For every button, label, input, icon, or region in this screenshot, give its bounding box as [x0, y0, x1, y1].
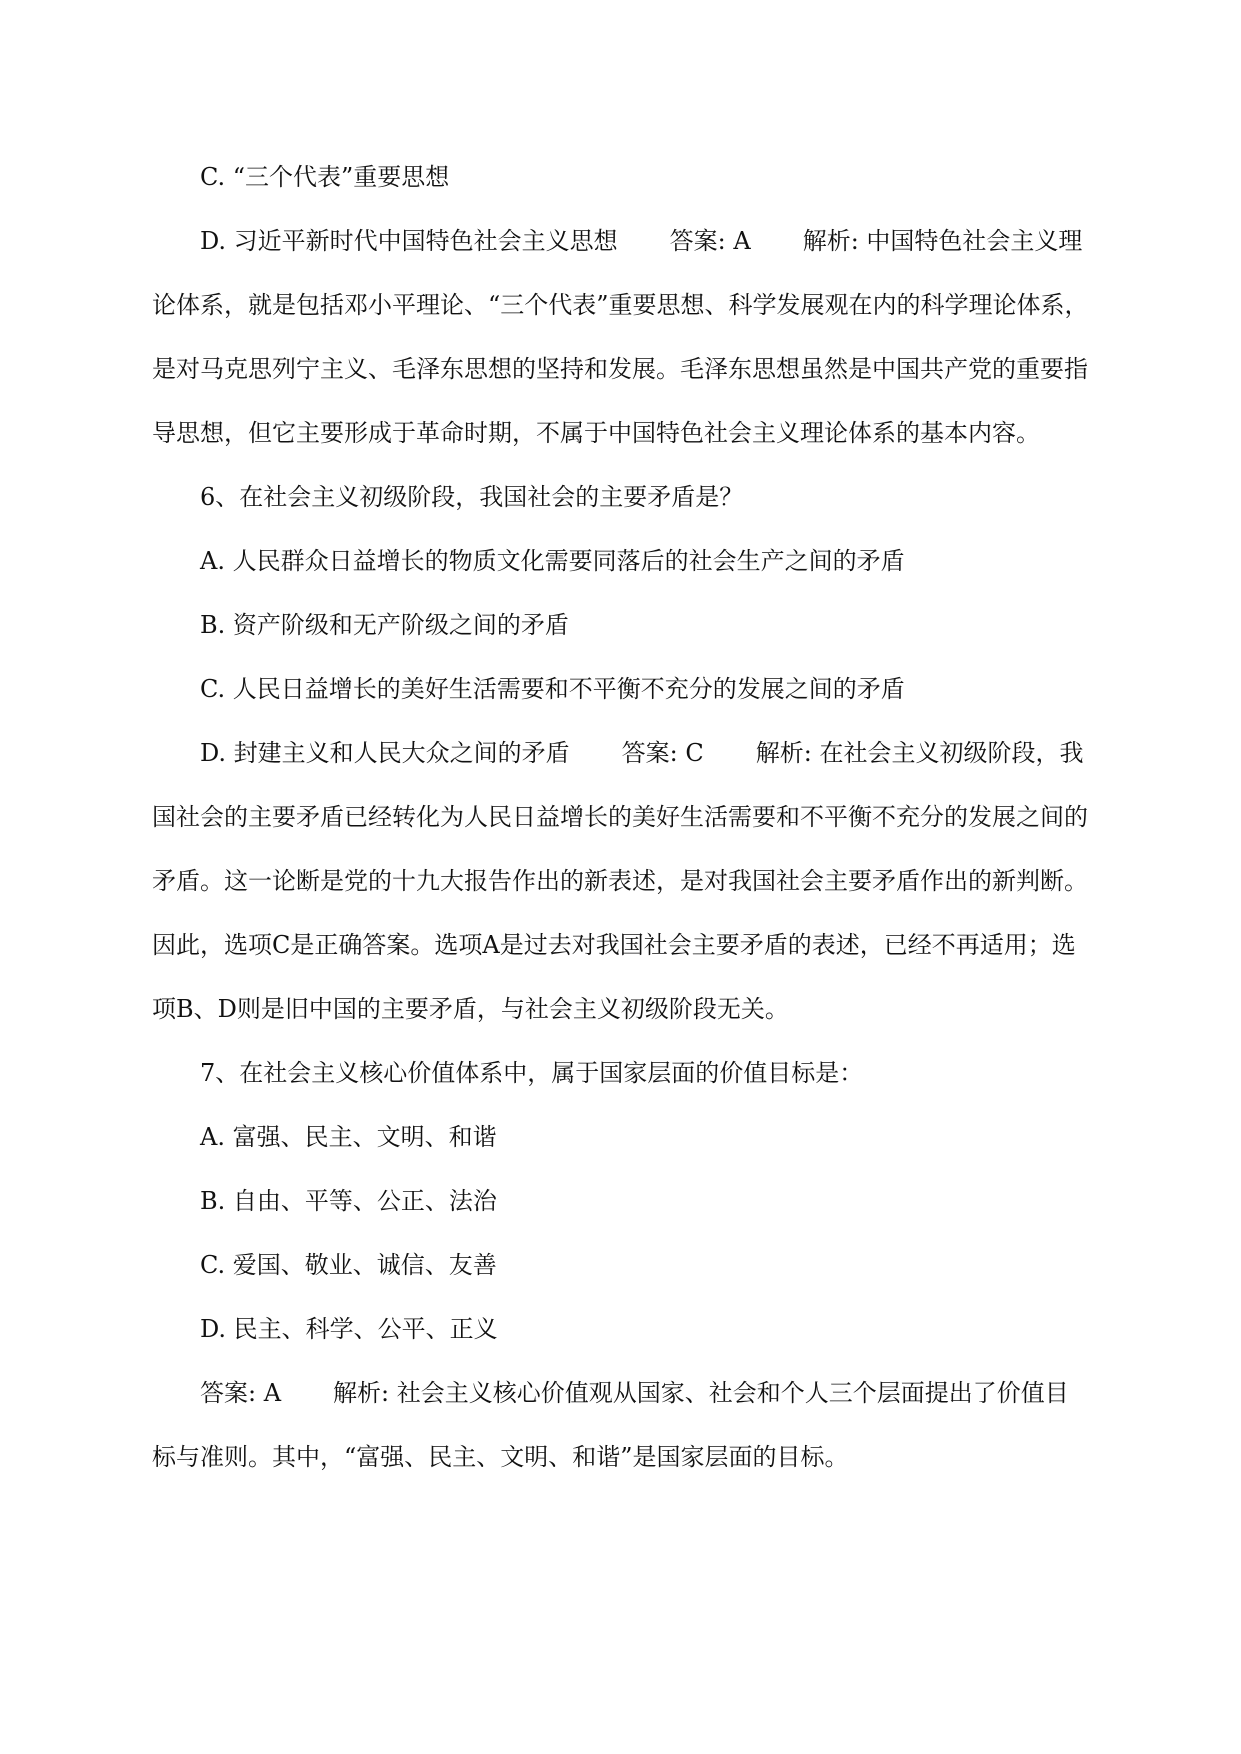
- option-c-q5: [152, 145, 1092, 209]
- question-7: [152, 1041, 1092, 1105]
- option-c-q6: [152, 657, 1092, 721]
- option-text: B. 资产阶级和无产阶级之间的矛盾: [200, 611, 569, 639]
- question-text: 7、在社会主义核心价值体系中，属于国家层面的价值目标是：: [200, 1059, 864, 1087]
- option-d-q7: [152, 1297, 1092, 1361]
- paragraph-text: C. “三个代表”重要思想: [200, 163, 450, 191]
- option-d-answer-explanation-q6: [152, 721, 1092, 1041]
- option-d-text: D. 封建主义和人民大众之间的矛盾: [200, 739, 570, 767]
- option-text: C. 爱国、敬业、诚信、友善: [200, 1251, 497, 1279]
- question-6: [152, 465, 1092, 529]
- option-text: A. 富强、民主、文明、和谐: [200, 1123, 497, 1151]
- question-text: 6、在社会主义初级阶段，我国社会的主要矛盾是？: [200, 483, 744, 511]
- option-text: C. 人民日益增长的美好生活需要和不平衡不充分的发展之间的矛盾: [200, 675, 905, 703]
- option-b-q6: [152, 593, 1092, 657]
- option-d-answer-explanation-q5: [152, 209, 1092, 465]
- explanation-text: 解析: 社会主义核心价值观从国家、社会和个人三个层面提出了价值目标与准则。其中，“富强、民主、文明、和谐”是国家层面的目标。: [152, 1379, 1069, 1471]
- option-a-q6: [152, 529, 1092, 593]
- option-text: D. 民主、科学、公平、正义: [200, 1315, 498, 1343]
- explanation-text: 解析: 中国特色社会主义理论体系，就是包括邓小平理论、“三个代表”重要思想、科学发展观在内的科学理论体系，是对马克思列宁主义、毛泽东思想的坚持和发展。毛泽东思想虽然是中国共产党的重要指导思想，但它主要形成于革命时期，不属于中国特色社会主义理论体系的基本内容。: [152, 227, 1089, 447]
- option-b-q7: [152, 1169, 1092, 1233]
- option-text: A. 人民群众日益增长的物质文化需要同落后的社会生产之间的矛盾: [200, 547, 905, 575]
- explanation-text: 解析: 在社会主义初级阶段，我国社会的主要矛盾已经转化为人民日益增长的美好生活需要和不平衡不充分的发展之间的矛盾。这一论断是党的十九大报告作出的新表述，是对我国社会主要矛盾作出的新判断。因此，选项C是正确答案。选项A是过去对我国社会主要矛盾的表述，已经不再适用；选项B、D则是旧中国的主要矛盾，与社会主义初级阶段无关。: [152, 739, 1088, 1023]
- option-d-text: D. 习近平新时代中国特色社会主义思想: [200, 227, 618, 255]
- option-text: B. 自由、平等、公正、法治: [200, 1187, 497, 1215]
- answer-text: 答案: A: [200, 1379, 282, 1407]
- option-c-q7: [152, 1233, 1092, 1297]
- answer-explanation-q7: [152, 1361, 1092, 1489]
- answer-text: 答案: A: [669, 227, 751, 255]
- answer-text: 答案: C: [621, 739, 704, 767]
- option-a-q7: [152, 1105, 1092, 1169]
- document-body: [152, 145, 1092, 1489]
